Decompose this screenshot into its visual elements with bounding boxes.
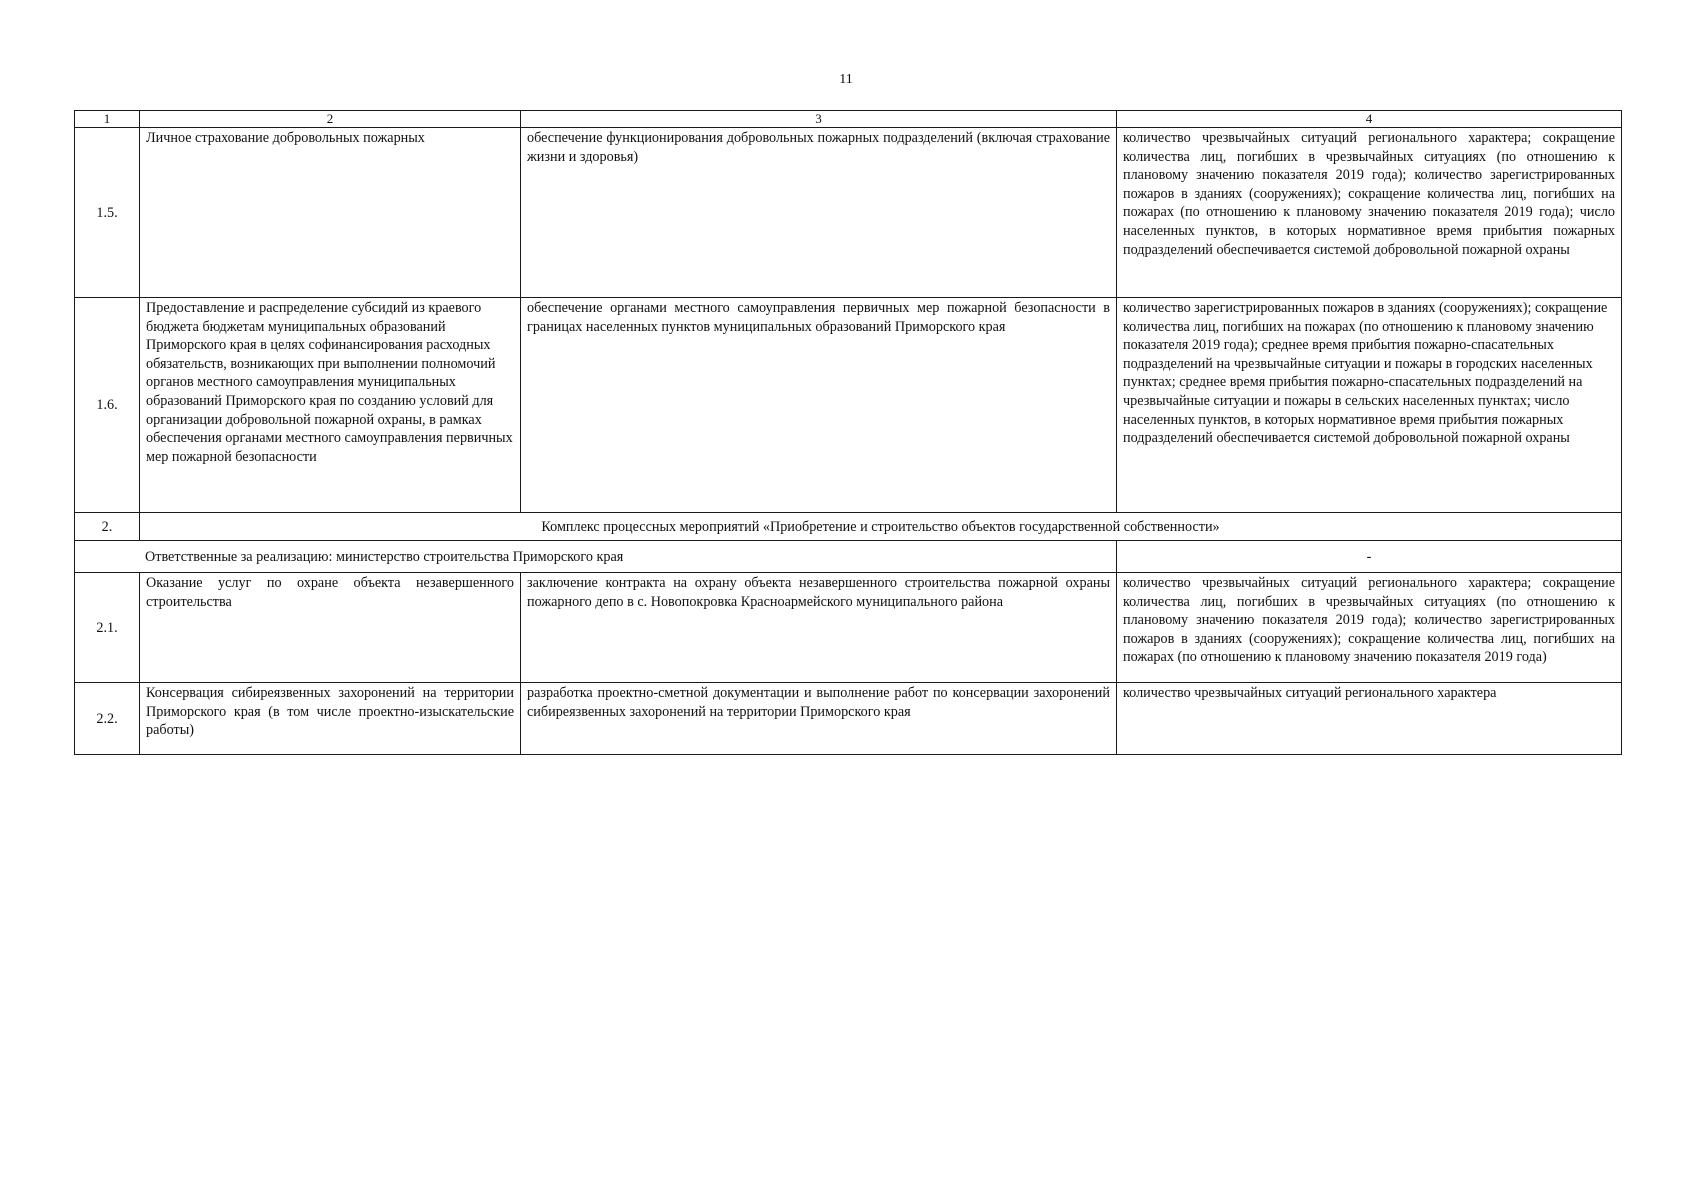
row-number: 1.5.: [75, 128, 140, 298]
column-header-1: 1: [75, 111, 140, 128]
measure-task: разработка проектно-сметной документации и выполнение работ по консервации захоронений сибиреязвенных захоронений на территории Приморского края: [521, 683, 1117, 755]
measure-indicators: количество чрезвычайных ситуаций регионального характера; сокращение количества лиц, погибших в чрезвычайных ситуациях (по отношению к плановому значению показателя 2019 года); количество зарегистрированных пожаров в зданиях (сооружениях); сокращение количества лиц, погибших на пожарах (по отношению к плановому значению показателя 2019 года): [1117, 573, 1622, 683]
column-header-row: [75, 111, 1622, 128]
row-number: 1.6.: [75, 298, 140, 513]
responsible-row: [75, 541, 1622, 573]
section-title: Комплекс процессных мероприятий «Приобретение и строительство объектов государственной собственности»: [140, 513, 1622, 541]
page-number: 11: [839, 72, 853, 87]
measure-task: заключение контракта на охрану объекта незавершенного строительства пожарной охраны пожарного депо в с. Новопокровка Красноармейского муниципального района: [521, 573, 1117, 683]
responsible-value: -: [1117, 541, 1622, 573]
column-header-4: 4: [1117, 111, 1622, 128]
measure-indicators: количество чрезвычайных ситуаций регионального характера; сокращение количества лиц, погибших в чрезвычайных ситуациях (по отношению к плановому значению показателя 2019 года); количество зарегистрированных пожаров в зданиях (сооружениях); сокращение количества лиц, погибших на пожарах (по отношению к плановому значению показателя 2019 года); число населенных пунктов, в которых нормативное время прибытия пожарных подразделений обеспечивается системой добровольной пожарной охраны: [1117, 128, 1622, 298]
measure-indicators: количество чрезвычайных ситуаций регионального характера: [1117, 683, 1622, 755]
row-number: 2.2.: [75, 683, 140, 755]
section-row: [75, 513, 1622, 541]
table-row: [75, 298, 1622, 513]
column-header-2: 2: [140, 111, 521, 128]
measure-indicators: количество зарегистрированных пожаров в зданиях (сооружениях); сокращение количества лиц, погибших на пожарах (по отношению к плановому значению показателя 2019 года); среднее время прибытия пожарно-спасательных подразделений на чрезвычайные ситуации и пожары в городских населенных пунктах; среднее время прибытия пожарно-спасательных подразделений на чрезвычайные ситуации и пожары в сельских населенных пунктах; число населенных пунктов, в которых нормативное время прибытия пожарных подразделений обеспечивается системой добровольной пожарной охраны: [1117, 298, 1622, 513]
measure-task: обеспечение органами местного самоуправления первичных мер пожарной безопасности в границах населенных пунктов муниципальных образований Приморского края: [521, 298, 1117, 513]
table-row: [75, 573, 1622, 683]
measure-name: Предоставление и распределение субсидий из краевого бюджета бюджетам муниципальных образований Приморского края в целях софинансирования расходных обязательств, возникающих при выполнении полномочий органов местного самоуправления муниципальных образований Приморского края по созданию условий для организации добровольной пожарной охраны, в рамках обеспечения органами местного самоуправления первичных мер пожарной безопасности: [140, 298, 521, 513]
measure-task: обеспечение функционирования добровольных пожарных подразделений (включая страхование жизни и здоровья): [521, 128, 1117, 298]
responsible-label: Ответственные за реализацию: министерство строительства Приморского края: [75, 541, 1117, 573]
table-row: [75, 683, 1622, 755]
measure-name: Консервация сибиреязвенных захоронений на территории Приморского края (в том числе проектно-изыскательские работы): [140, 683, 521, 755]
measures-table: [74, 110, 1622, 755]
measure-name: Личное страхование добровольных пожарных: [140, 128, 521, 298]
section-number: 2.: [75, 513, 140, 541]
measure-name: Оказание услуг по охране объекта незавершенного строительства: [140, 573, 521, 683]
table-row: [75, 128, 1622, 298]
column-header-3: 3: [521, 111, 1117, 128]
row-number: 2.1.: [75, 573, 140, 683]
